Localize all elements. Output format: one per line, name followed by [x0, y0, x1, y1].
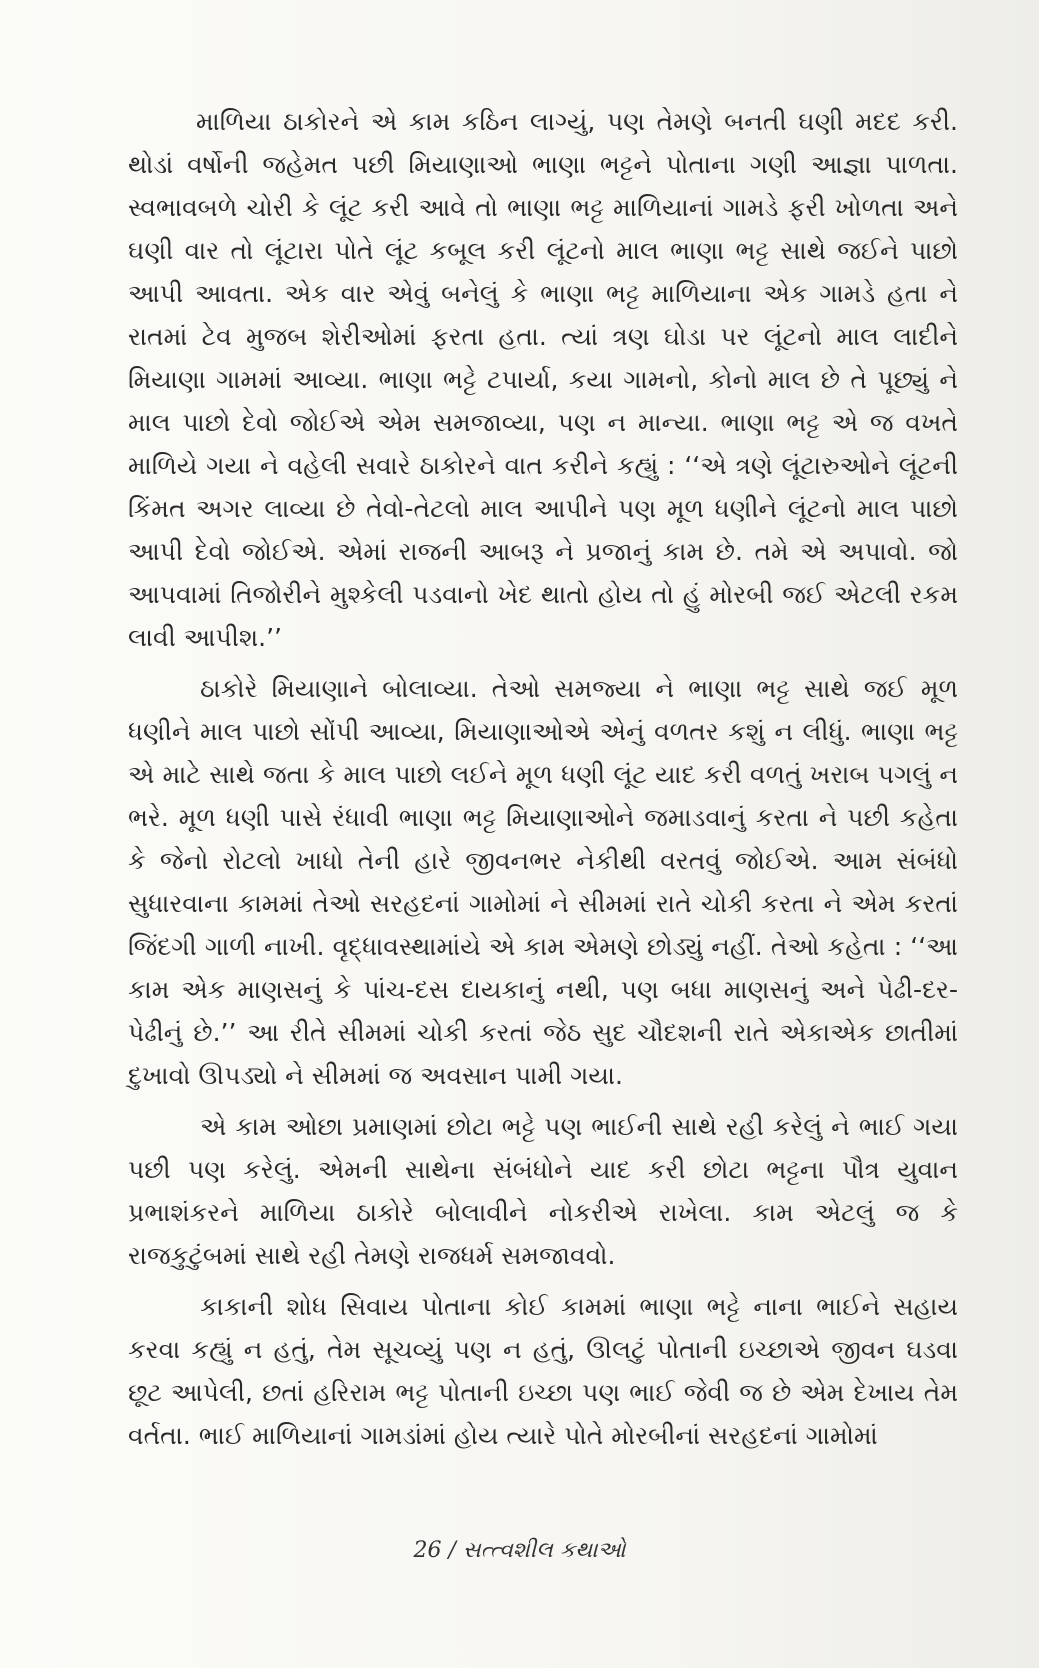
page-footer: 26 / સત્ત્વશીલ કથાઓ	[413, 1538, 626, 1563]
paragraph-2: ઠાકોરે મિયાણાને બોલાવ્યા. તેઓ સમજ્યા ને ભાણા ભટ્ટ સાથે જઈ મૂળ ધણીને માલ પાછો સોંપી આવ્યા, મિયાણાઓએ એનું વળતર કશું ન લીધું. ભાણા ભટ્ટ એ માટે સાથે જતા કે માલ પાછો લઈને મૂળ ધણી લૂંટ યાદ કરી વળતું ખરાબ પગલું ન ભરે. મૂળ ધણી પાસે રંધાવી ભાણા ભટ્ટ મિયાણાઓને જમાડવાનું કરતા ને પછી કહેતા કે જેનો રોટલો ખાધો તેની હારે જીવનભર નેકીથી વરતવું જોઈએ. આમ સંબંધો સુધારવાના કામમાં તેઓ સરહદનાં ગામોમાં ને સીમમાં રાતે ચોકી કરતા ને એમ કરતાં જિંદગી ગાળી નાખી. વૃદ્ધાવસ્થામાંયે એ કામ એમણે છોડ્યું નહીં. તેઓ કહેતા : ‘‘આ કામ એક માણસનું કે પાંચ-દસ દાયકાનું નથી, પણ બધા માણસનું અને પેઢી-દર-પેઢીનું છે.’’ આ રીતે સીમમાં ચોકી કરતાં જેઠ સુદ ચૌદશની રાતે એકાએક છાતીમાં દુખાવો ઊપડ્યો ને સીમમાં જ અવસાન પામી ગયા.	[128, 674, 958, 1090]
paragraph-3: એ કામ ઓછા પ્રમાણમાં છોટા ભટ્ટે પણ ભાઈની સાથે રહી કરેલું ને ભાઈ ગયા પછી પણ કરેલું. એમની સાથેના સંબંધોને યાદ કરી છોટા ભટ્ટના પૌત્ર યુવાન પ્રભાશંકરને માળિયા ઠાકોરે બોલાવીને નોકરીએ રાખેલા. કામ એટલું જ કે રાજકુટુંબમાં સાથે રહી તેમણે રાજધર્મ સમજાવવો.	[128, 1112, 958, 1270]
body-text	[128, 100, 958, 1465]
paragraph-4: કાકાની શોધ સિવાય પોતાના કોઈ કામમાં ભાણા ભટ્ટે નાના ભાઈને સહાય કરવા કહ્યું ન હતું, તેમ સૂચવ્યું પણ ન હતું, ઊલટું પોતાની ઇચ્છાએ જીવન ઘડવા છૂટ આપેલી, છતાં હરિરામ ભટ્ટ પોતાની ઇચ્છા પણ ભાઈ જેવી જ છે એમ દેખાય તેમ વર્તતા. ભાઈ માળિયાનાં ગામડાંમાં હોય ત્યારે પોતે મોરબીનાં સરહદનાં ગામોમાં	[128, 1292, 958, 1450]
paragraph-1: માળિયા ઠાકોરને એ કામ કઠિન લાગ્યું, પણ તેમણે બનતી ઘણી મદદ કરી. થોડાં વર્ષોની જહેમત પછી મિયાણાઓ ભાણા ભટ્ટને પોતાના ગણી આજ્ઞા પાળતા. સ્વભાવબળે ચોરી કે લૂંટ કરી આવે તો ભાણા ભટ્ટ માળિયાનાં ગામડે ફરી ખોળતા અને ઘણી વાર તો લૂંટારા પોતે લૂંટ કબૂલ કરી લૂંટનો માલ ભાણા ભટ્ટ સાથે જઈને પાછો આપી આવતા. એક વાર એવું બનેલું કે ભાણા ભટ્ટ માળિયાના એક ગામડે હતા ને રાતમાં ટેવ મુજબ શેરીઓમાં ફરતા હતા. ત્યાં ત્રણ ઘોડા પર લૂંટનો માલ લાદીને મિયાણા ગામમાં આવ્યા. ભાણા ભટ્ટે ટપાર્યા, કયા ગામનો, કોનો માલ છે તે પૂછ્યું ને માલ પાછો દેવો જોઈએ એમ સમજાવ્યા, પણ ન માન્યા. ભાણા ભટ્ટ એ જ વખતે માળિયે ગયા ને વહેલી સવારે ઠાકોરને વાત કરીને કહ્યું : ‘‘એ ત્રણે લૂંટારુઓને લૂંટની કિંમત અગર લાવ્યા છે તેવો-તેટલો માલ આપીને પણ મૂળ ધણીને લૂંટનો માલ પાછો આપી દેવો જોઈએ. એમાં રાજની આબરૂ ને પ્રજાનું કામ છે. તમે એ અપાવો. જો આપવામાં તિજોરીને મુશ્કેલી પડવાનો ખેદ થાતો હોય તો હું મોરબી જઈ એટલી રકમ લાવી આપીશ.’’	[128, 107, 958, 652]
